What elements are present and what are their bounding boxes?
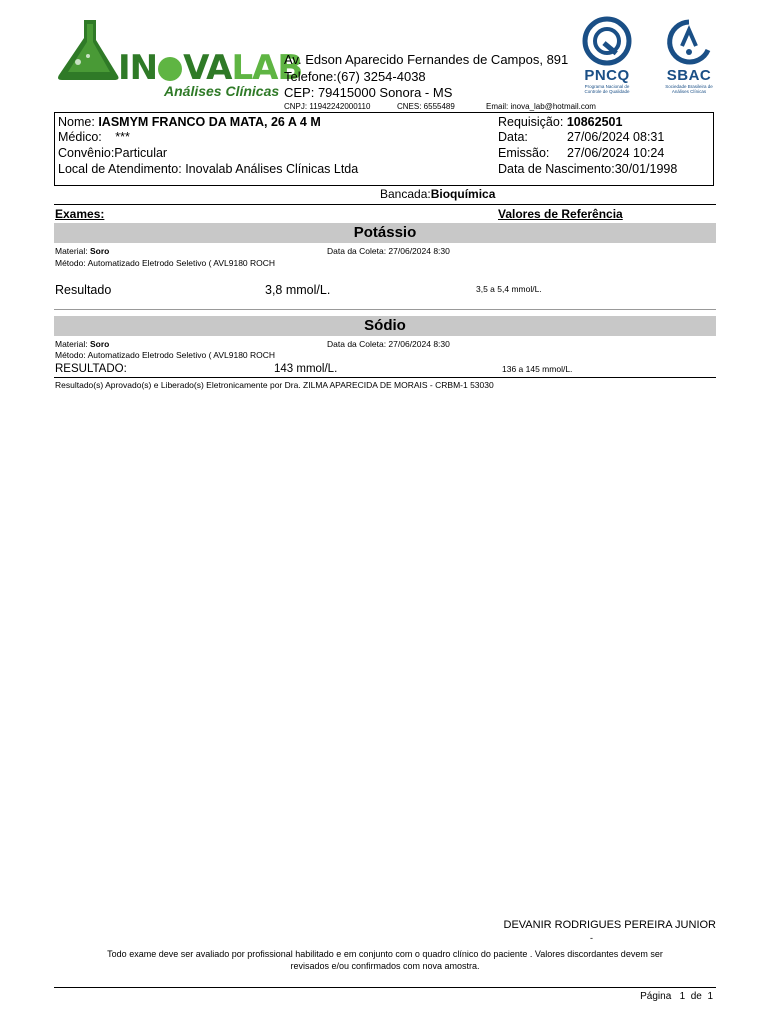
sbac-caption: Sociedade Brasileira de Análises Clínicas (665, 84, 713, 94)
location-value: Inovalab Análises Clínicas Ltda (185, 162, 359, 176)
exam-title: Potássio (353, 224, 417, 241)
request-row (498, 115, 622, 129)
divider (54, 309, 716, 310)
reference-value: 136 a 145 mmol/L. (502, 364, 573, 374)
birth-row (498, 162, 677, 176)
name-label: Nome: (58, 115, 95, 129)
footer-line-2: revisados e/ou confirmados com nova amostra. (290, 961, 480, 971)
exam-collection-date: Data da Coleta: 27/06/2024 8:30 (327, 246, 450, 256)
logo-o-circle (158, 57, 182, 81)
lab-email: Email: inova_lab@hotmail.com (486, 102, 596, 111)
logo-wordmark: IN VALAB (118, 48, 303, 88)
signatory-name: DEVANIR RODRIGUES PEREIRA JUNIOR (503, 919, 716, 931)
page-current: 1 (679, 991, 686, 1002)
flask-icon (56, 18, 122, 82)
result-label: Resultado (55, 283, 112, 297)
patient-name: IASMYM FRANCO DA MATA, 26 A 4 M (98, 115, 321, 129)
material-label: Material: (55, 246, 88, 256)
sbac-logo-icon (664, 16, 714, 66)
lab-phone: Telefone:(67) 3254-4038 (284, 69, 426, 84)
pncq-logo-icon (582, 16, 632, 66)
material-label: Material: (55, 339, 88, 349)
page-label: Página (640, 991, 672, 1002)
exam-method (55, 258, 325, 268)
footer-disclaimer (54, 948, 716, 972)
method-value: Automatizado Eletrodo Seletivo ( AVL9180 ROCH (87, 350, 276, 360)
result-value: 143 mmol/L. (274, 363, 338, 375)
inovalab-logo (56, 18, 303, 100)
location-row (58, 162, 358, 176)
bancada-value: Bioquímica (430, 187, 496, 201)
method-value: Automatizado Eletrodo Seletivo ( AVL9180 ROCH (87, 258, 276, 268)
lab-cnes: CNES: 6555489 (397, 102, 455, 111)
exam-title: Sódio (364, 317, 406, 334)
patient-name-row (58, 115, 321, 129)
request-label: Requisição: (498, 115, 564, 129)
divider (54, 377, 716, 378)
bancada-row (380, 187, 495, 201)
location-label: Local de Atendimento: (58, 162, 182, 176)
bancada-label: Bancada: (380, 187, 431, 201)
exam-collection-date: Data da Coleta: 27/06/2024 8:30 (327, 339, 450, 349)
reference-header: Valores de Referência (498, 207, 623, 221)
exams-header: Exames: (55, 207, 105, 221)
lab-cep: CEP: 79415000 Sonora - MS (284, 85, 453, 100)
exam-title-band (54, 223, 716, 243)
date-label: Data: (498, 130, 528, 144)
divider (54, 204, 716, 205)
doctor-row (58, 130, 130, 144)
page-number (600, 991, 713, 1002)
page-total: 1 (707, 991, 713, 1002)
sbac-name: SBAC (666, 67, 712, 84)
divider (54, 987, 716, 988)
footer-line-1: Todo exame deve ser avaliado por profissional habilitado e em conjunto com o quadro clínico do paciente . Valores discordantes devem ser (107, 949, 663, 959)
material-value: Soro (89, 246, 110, 256)
birth-value: 30/01/1998 (614, 162, 678, 176)
result-label: RESULTADO: (55, 363, 127, 375)
emission-label: Emissão: (498, 146, 550, 160)
exam-material (55, 246, 109, 256)
pncq-caption: Programa Nacional de Controle de Qualidade (584, 84, 630, 94)
result-value: 3,8 mmol/L. (265, 283, 331, 297)
page-of: de (690, 991, 702, 1002)
birth-label: Data de Nascimento: (498, 162, 615, 176)
pncq-logo (576, 16, 638, 94)
exam-method (55, 350, 325, 360)
sbac-logo (658, 16, 720, 94)
request-number: 10862501 (566, 115, 623, 129)
approval-note: Resultado(s) Aprovado(s) e Liberado(s) Eletronicamente por Dra. ZILMA APARECIDA DE MORAIS - CRBM-1 53030 (55, 380, 494, 390)
insurance-value: Convênio:Particular (58, 146, 168, 160)
doctor-value: *** (115, 130, 130, 144)
logo-subtitle: Análises Clínicas (164, 83, 280, 99)
exam-material (55, 339, 109, 349)
signatory-dash: - (590, 933, 593, 943)
date-value: 27/06/2024 08:31 (567, 130, 665, 144)
emission-value: 27/06/2024 10:24 (567, 146, 665, 160)
doctor-label: Médico: (58, 130, 102, 144)
reference-value: 3,5 a 5,4 mmol/L. (476, 284, 542, 294)
exam-title-band (54, 316, 716, 336)
lab-address: Av. Edson Aparecido Fernandes de Campos, 891 (284, 52, 569, 67)
method-label: Método: (55, 258, 86, 268)
pncq-name: PNCQ (584, 67, 630, 84)
material-value: Soro (89, 339, 110, 349)
lab-cnpj: CNPJ: 11942242000110 (284, 102, 371, 111)
method-label: Método: (55, 350, 86, 360)
